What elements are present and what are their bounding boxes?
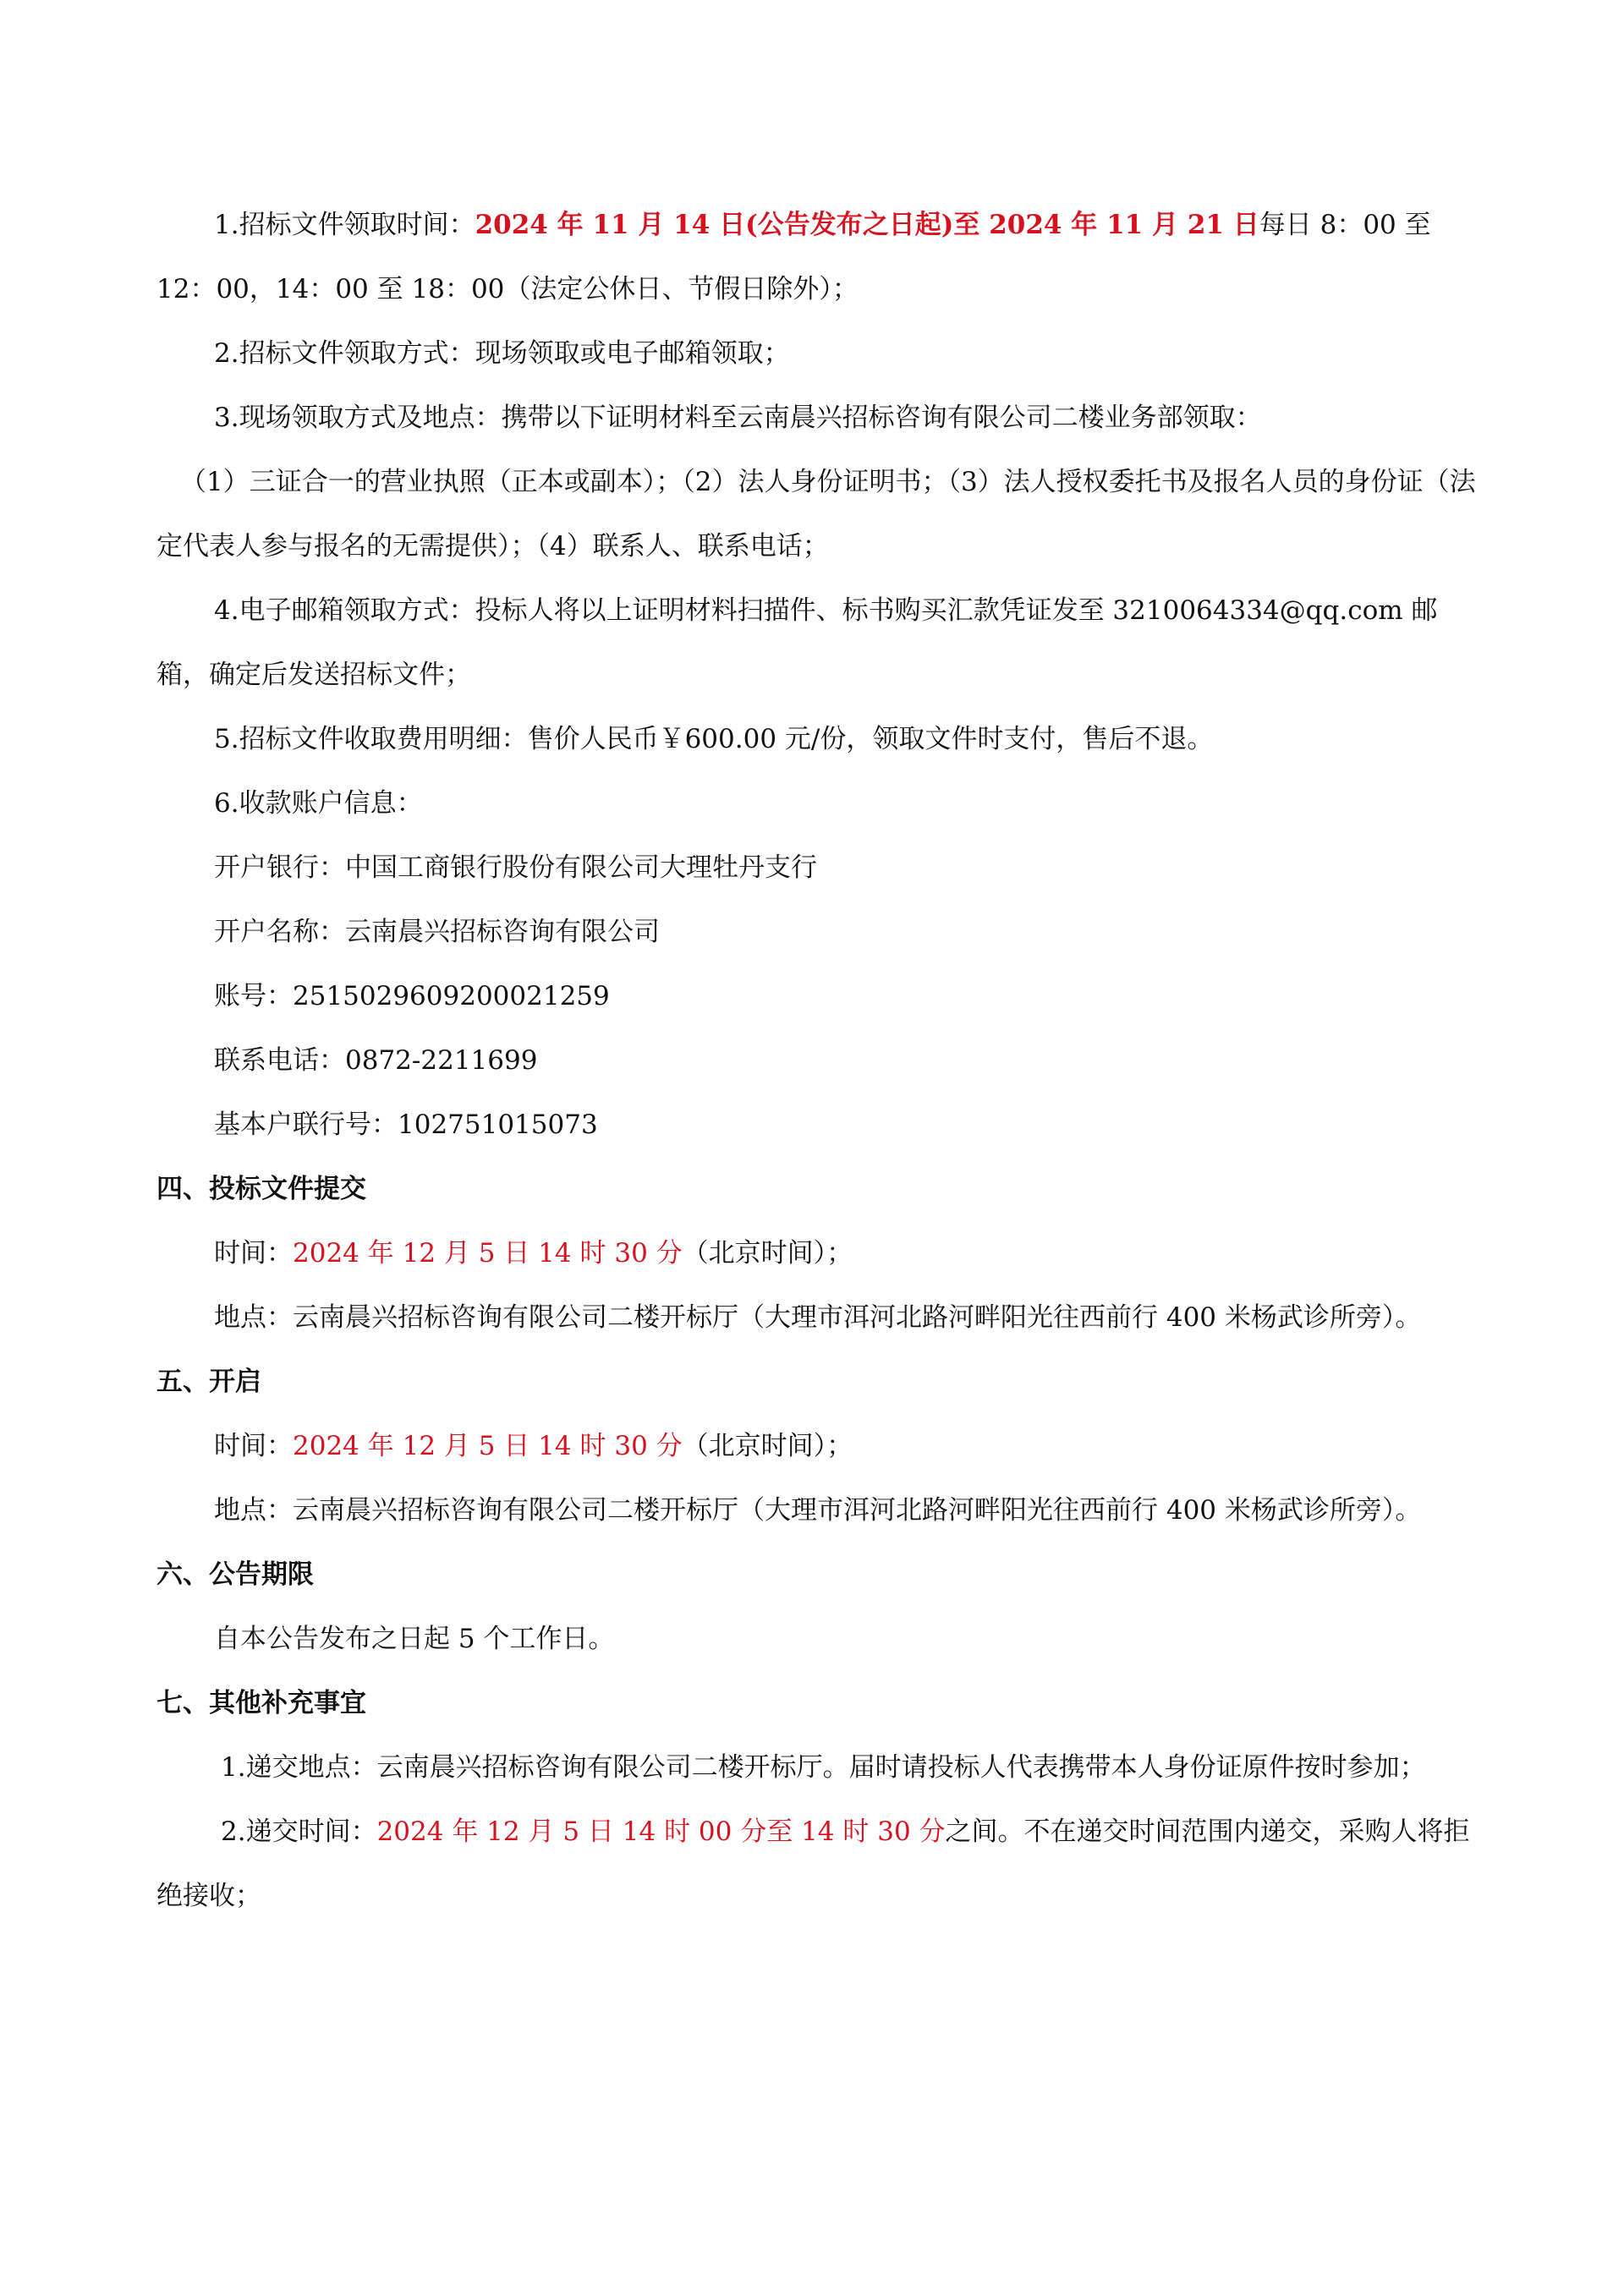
account-info-heading: 6.收款账户信息：	[214, 788, 423, 819]
delivery-time-label: 2.递交时间：	[221, 1817, 377, 1847]
bid-submission-time	[156, 1221, 1476, 1285]
delivery-time-paragraph	[156, 1800, 1476, 1928]
required-materials-paragraph: （1）三证合一的营业执照（正本或副本）；（2）法人身份证明书；（3）法人授权委托书及报名人员的身份证（法定代表人参与报名的无需提供）；（4）联系人、联系电话；	[156, 467, 1476, 562]
document-body	[156, 193, 1476, 1928]
pickup-method-paragraph: 2.招标文件领取方式：现场领取或电子邮箱领取；	[214, 338, 790, 369]
pickup-time-paragraph	[156, 193, 1476, 321]
opening-place: 地点：云南晨兴招标咨询有限公司二楼开标厅（大理市洱河北路河畔阳光往西前行 400 米杨武诊所旁）。	[214, 1495, 1422, 1526]
bid-time-suffix: （北京时间）；	[682, 1238, 853, 1269]
opening-time	[156, 1414, 1476, 1478]
delivery-time-note: 之间。不在递交时间范围内递交，采购人将拒绝接收；	[156, 1817, 1470, 1911]
email-pickup-paragraph: 4.电子邮箱领取方式：投标人将以上证明材料扫描件、标书购买汇款凭证发至 3210064334@qq.com 邮箱，确定后发送招标文件；	[156, 595, 1438, 690]
bank-name-line: 开户银行：中国工商银行股份有限公司大理牡丹支行	[214, 852, 817, 883]
announcement-period-text: 自本公告发布之日起 5 个工作日。	[214, 1624, 615, 1654]
contact-phone-line: 联系电话：0872-2211699	[214, 1045, 538, 1076]
pickup-time-label: 1.招标文件领取时间：	[214, 210, 475, 240]
account-number-line: 账号：2515029609200021259	[214, 981, 610, 1011]
opening-time-suffix: （北京时间）；	[682, 1431, 853, 1461]
bid-time-label: 时间：	[214, 1238, 293, 1269]
fee-paragraph: 5.招标文件收取费用明细：售价人民币￥600.00 元/份，领取文件时支付，售后不退。	[214, 724, 1214, 754]
onsite-pickup-paragraph: 3.现场领取方式及地点：携带以下证明材料至云南晨兴招标咨询有限公司二楼业务部领取：	[214, 403, 1262, 433]
section-heading-announcement-period: 六、公告期限	[156, 1559, 314, 1590]
delivery-place-paragraph: 1.递交地点：云南晨兴招标咨询有限公司二楼开标厅。届时请投标人代表携带本人身份证原件按时参加；	[221, 1752, 1426, 1783]
pickup-time-hours: 每日 8：00 至 12：00，14：00 至 18：00（法定公休日、节假日除外）；	[156, 210, 1431, 304]
account-name-line: 开户名称：云南晨兴招标咨询有限公司	[214, 917, 660, 947]
bid-time-value: 2024 年 12 月 5 日 14 时 30 分	[293, 1238, 683, 1269]
section-heading-opening: 五、开启	[156, 1367, 261, 1397]
pickup-time-range: 2024 年 11 月 14 日(公告发布之日起)至 2024 年 11 月 21 日	[475, 210, 1259, 240]
opening-time-value: 2024 年 12 月 5 日 14 时 30 分	[293, 1431, 683, 1461]
delivery-time-range: 2024 年 12 月 5 日 14 时 00 分至 14 时 30 分	[376, 1817, 946, 1847]
section-heading-bid-submission: 四、投标文件提交	[156, 1174, 366, 1204]
bid-submission-place: 地点：云南晨兴招标咨询有限公司二楼开标厅（大理市洱河北路河畔阳光往西前行 400 米杨武诊所旁）。	[214, 1302, 1422, 1333]
section-heading-other-matters: 七、其他补充事宜	[156, 1688, 366, 1718]
opening-time-label: 时间：	[214, 1431, 293, 1461]
bank-code-line: 基本户联行号：102751015073	[214, 1110, 598, 1140]
